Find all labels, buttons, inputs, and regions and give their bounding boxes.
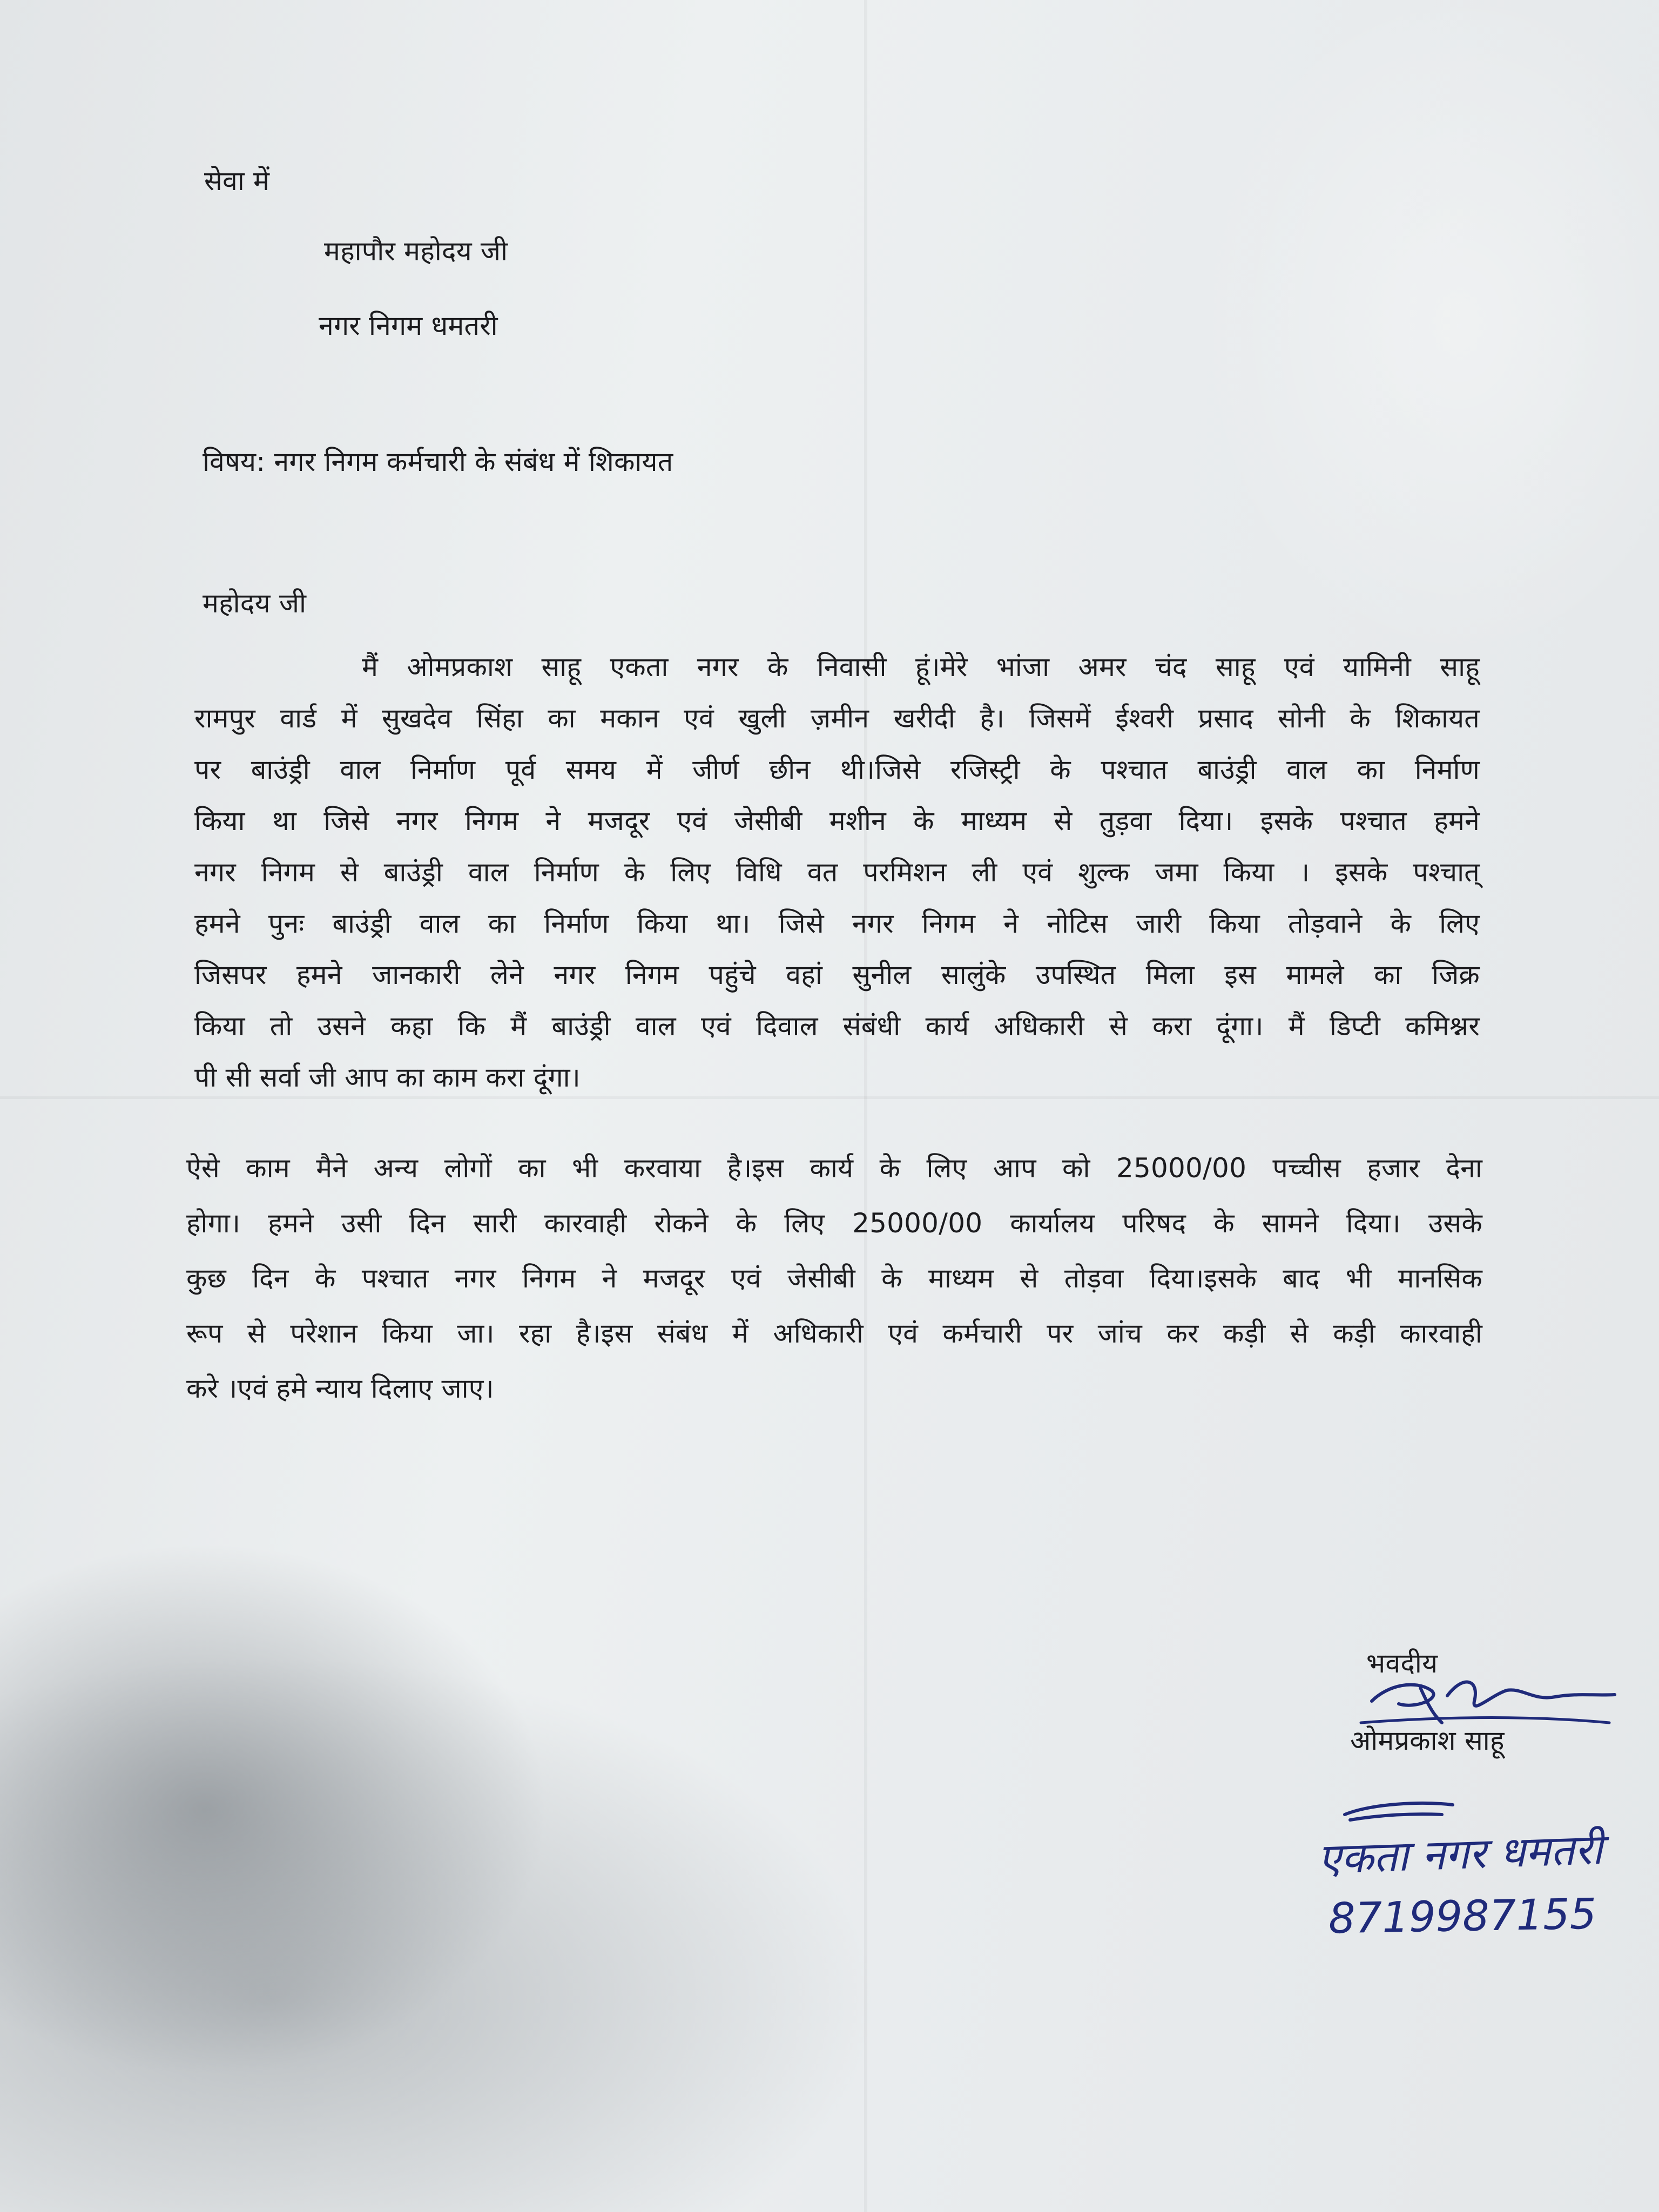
recipient-line: नगर निगम धमतरी (319, 310, 498, 341)
handwritten-phone: 8719987155 (1328, 1890, 1597, 1944)
sender-name: ओमप्रकाश साहू (1350, 1725, 1505, 1756)
body-line: जिसपर हमने जानकारी लेने नगर निगम पहुंचे वहां सुनील सालुंके उपस्थित मिला इस मामले का जिक्र (194, 959, 1480, 990)
body-line: मैं ओमप्रकाश साहू एकता नगर के निवासी हूं।मेरे भांजा अमर चंद साहू एवं यामिनी साहू (362, 651, 1480, 683)
body-line: कुछ दिन के पश्चात नगर निगम ने मजदूर एवं जेसीबी के माध्यम से तोड़वा दिया।इसके बाद भी मानसिक (186, 1263, 1482, 1294)
handwritten-address: एकता नगर धमतरी (1317, 1825, 1603, 1884)
greeting: महोदय जी (203, 588, 307, 619)
body-line: हमने पुनः बाउंड्री वाल का निर्माण किया था। जिसे नगर निगम ने नोटिस जारी किया तोड़वाने के लिए (194, 908, 1480, 939)
paper-crease (0, 1096, 1659, 1099)
subject-line: विषय: नगर निगम कर्मचारी के संबंध में शिकायत (203, 446, 673, 477)
body-line: रूप से परेशान किया जा। रहा है।इस संबंध में अधिकारी एवं कर्मचारी पर जांच कर कड़ी से कड़ी कारवाही (186, 1318, 1482, 1349)
body-line: रामपुर वार्ड में सुखदेव सिंहा का मकान एवं खुली ज़मीन खरीदी है। जिसमें ईश्वरी प्रसाद सोनी के शिकायत (194, 703, 1480, 734)
body-line: करे ।एवं हमे न्याय दिलाए जाए। (186, 1373, 494, 1404)
closing: भवदीय (1366, 1648, 1438, 1679)
body-line: किया तो उसने कहा कि मैं बाउंड्री वाल एवं दिवाल संबंधी कार्य अधिकारी से करा दूंगा। मैं डिप्टी कमिश्नर (194, 1010, 1480, 1042)
body-line: नगर निगम से बाउंड्री वाल निर्माण के लिए विधि वत परमिशन ली एवं शुल्क जमा किया । इसके पश्चात् (194, 857, 1480, 888)
body-line: पर बाउंड्री वाल निर्माण पूर्व समय में जीर्ण छीन थी।जिसे रजिस्ट्री के पश्चात बाउंड्री वाल का निर्माण (194, 754, 1480, 785)
body-line: होगा। हमने उसी दिन सारी कारवाही रोकने के लिए 25000/00 कार्यालय परिषद के सामने दिया। उसके (186, 1208, 1483, 1239)
body-line: ऐसे काम मैने अन्य लोगों का भी करवाया है।इस कार्य के लिए आप को 25000/00 पच्चीस हजार देना (186, 1152, 1482, 1184)
body-line: पी सी सर्वा जी आप का काम करा दूंगा। (194, 1062, 581, 1093)
salutation-to: सेवा में (204, 165, 270, 197)
body-line: किया था जिसे नगर निगम ने मजदूर एवं जेसीबी मशीन के माध्यम से तुड़वा दिया। इसके पश्चात हमने (194, 805, 1480, 837)
paper-crease (864, 0, 867, 2212)
underline-stroke (1334, 1793, 1464, 1825)
recipient-line: महापौर महोदय जी (324, 235, 508, 267)
